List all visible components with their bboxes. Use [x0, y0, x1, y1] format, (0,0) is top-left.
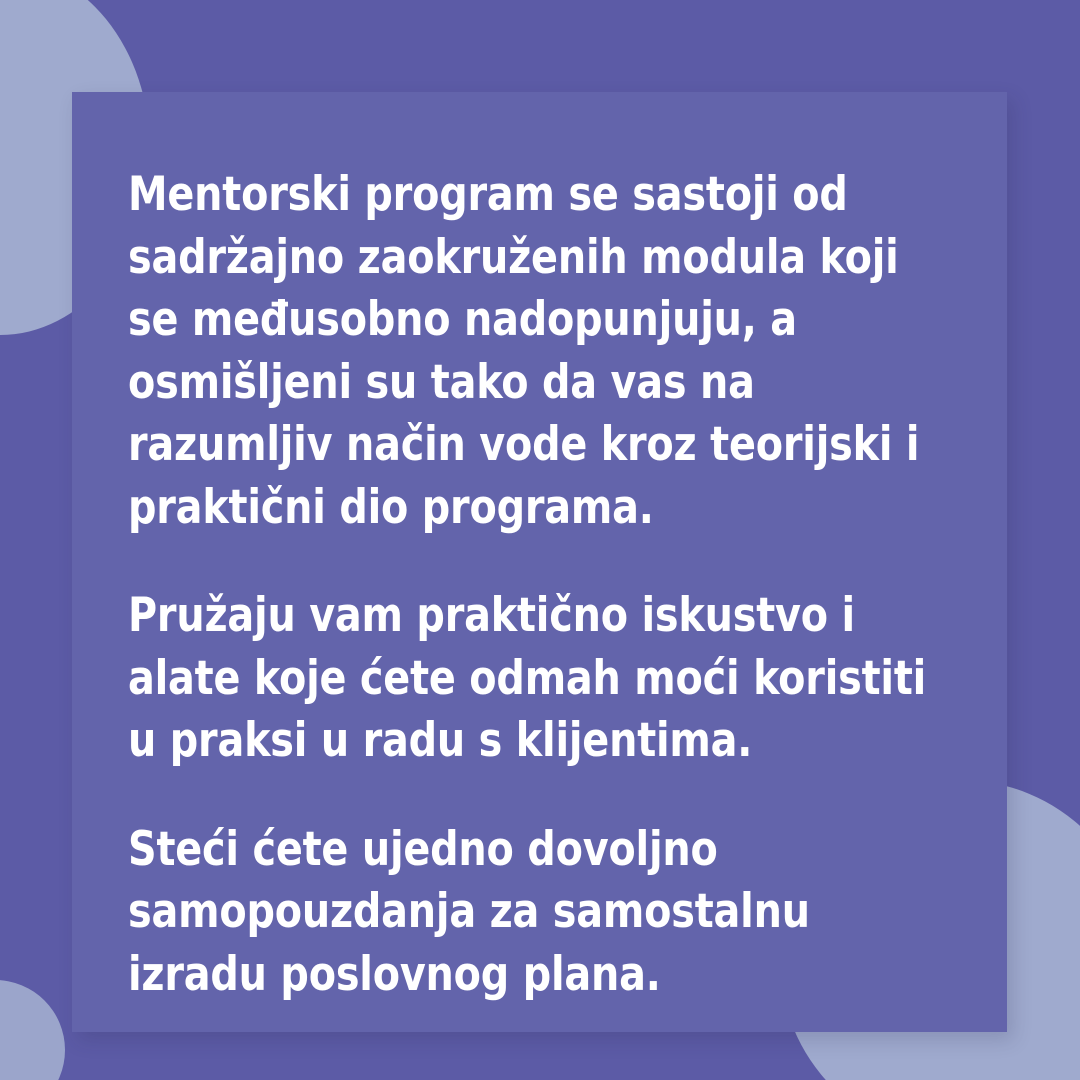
card-text-block: [128, 164, 977, 1006]
paragraph-1: Mentorski program se sastoji od sadržajno zaokruženih modula koji se međusobno nadopunjuju, a osmišljeni su tako da vas na razumljiv način vode kroz teorijski i praktični dio programa.: [128, 167, 933, 535]
paragraph-3: Steći ćete ujedno dovoljno samopouzdanja za samostalnu izradu poslovnog plana.: [128, 821, 824, 1002]
content-card: [72, 92, 1007, 1032]
paragraph-2: Pružaju vam praktično iskustvo i alate koje ćete odmah moći koristiti u praksi u radu s klijentima.: [128, 588, 940, 768]
decorative-circle-bottom-left: [0, 980, 65, 1080]
